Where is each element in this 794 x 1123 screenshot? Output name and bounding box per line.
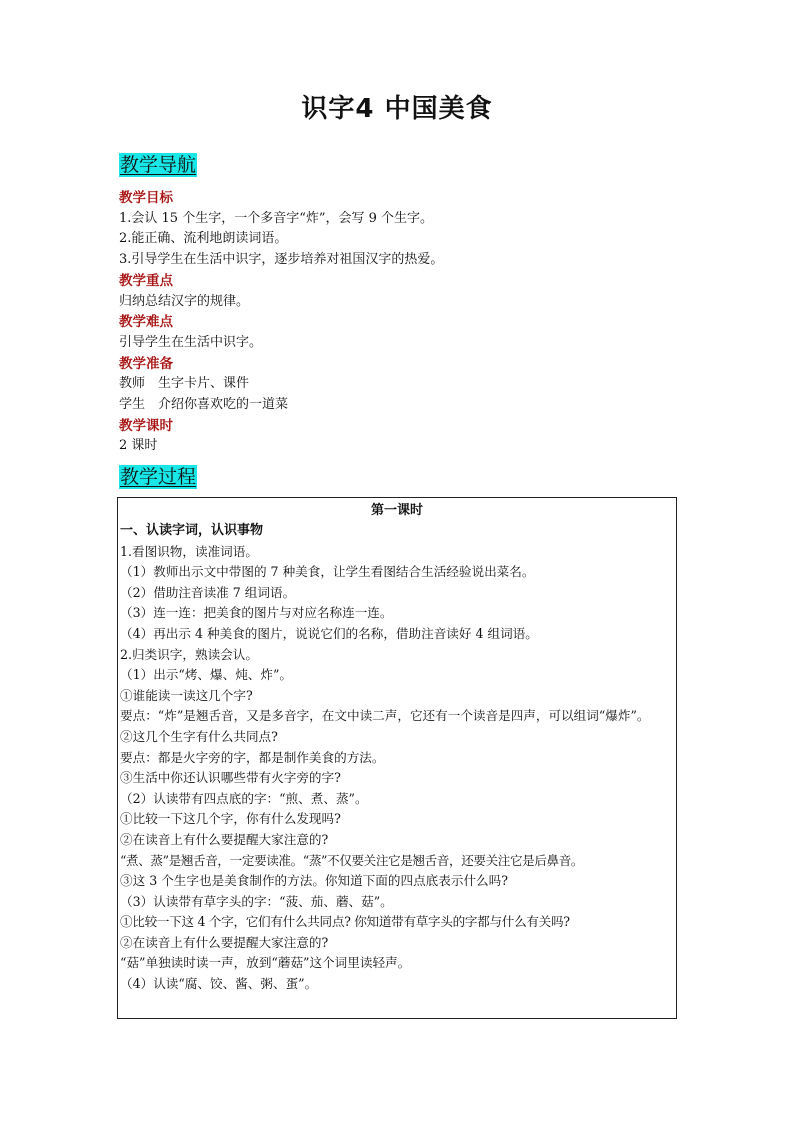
lesson-line: （3）认读带有草字头的字：“菠、茄、蘑、菇”。: [120, 893, 393, 909]
navigation-content: [119, 188, 679, 457]
objective-item: 3.引导学生在生活中识字，逐步培养对祖国汉字的热爱。: [119, 252, 444, 268]
lesson-table: [117, 497, 677, 1019]
preparation-teacher: 教师 生字卡片、课件: [119, 376, 250, 392]
lesson-line: ②在读音上有什么要提醒大家注意的?: [120, 831, 329, 847]
objectives-heading: 教学目标: [119, 190, 173, 206]
lesson-line: （2）借助注音读准 7 组词语。: [120, 584, 296, 600]
step-title: 一、认读字词，认识事物: [120, 523, 264, 538]
page-title: 识字4 中国美食: [301, 94, 493, 124]
objective-item: 2.能正确、流利地朗读词语。: [119, 231, 288, 247]
lesson-line: ①谁能读一读这几个字?: [120, 687, 253, 703]
preparation-student: 学生 介绍你喜欢吃的一道菜: [119, 397, 289, 413]
teaching-process-heading: 教学过程: [120, 466, 197, 488]
hours-heading: 教学课时: [119, 417, 173, 434]
lesson-line: （2）认读带有四点底的字：“煎、煮、蒸”。: [120, 790, 368, 806]
lesson-line: （4）再出示 4 种美食的图片，说说它们的名称，借助注音读好 4 组词语。: [120, 625, 538, 641]
lesson-line: （4）认读“腐、饺、酱、粥、蛋”。: [120, 976, 318, 992]
lesson-line: ③生活中你还认识哪些带有火字旁的字?: [120, 770, 341, 786]
lesson-line: （1）出示“烤、爆、炖、炸”。: [120, 667, 293, 683]
lesson-line: ①比较一下这几个字，你有什么发现吗?: [120, 811, 341, 827]
lesson-line: 要点：都是火字旁的字，都是制作美食的方法。: [120, 749, 385, 765]
difficulty-heading: 教学难点: [119, 314, 173, 331]
lesson-line: （3）连一连：把美食的图片与对应名称连一连。: [120, 605, 393, 621]
lesson-line: “菇”单独读时读一声，放到“蘑菇”这个词里读轻声。: [120, 955, 411, 971]
lesson-line: ③这 3 个生字也是美食制作的方法。你知道下面的四点底表示什么吗?: [120, 873, 508, 889]
key-point-text: 归纳总结汉字的规律。: [119, 293, 250, 309]
lesson-line: 2.归类识字，熟读会认。: [120, 646, 258, 662]
lesson-line: （1）教师出示文中带图的 7 种美食，让学生看图结合生活经验说出菜名。: [120, 564, 535, 580]
lesson-line: “煮、蒸”是翘舌音，一定要读准。“蒸”不仅要关注它是翘舌音，还要关注它是后鼻音。: [120, 852, 584, 868]
teaching-navigation-heading: 教学导航: [120, 154, 197, 176]
preparation-heading: 教学准备: [119, 355, 173, 372]
lesson-line: ②在读音上有什么要提醒大家注意的?: [120, 934, 329, 950]
lesson-line: ②这几个生字有什么共同点?: [120, 728, 278, 744]
objective-item: 1.会认 15 个生字，一个多音字“炸”，会写 9 个生字。: [119, 210, 434, 226]
lesson-line: ①比较一下这 4 个字，它们有什么共同点? 你知道带有草字头的字都与什么有关吗?: [120, 914, 570, 930]
difficulty-text: 引导学生在生活中识字。: [119, 334, 263, 350]
lesson-line: 要点：“炸”是翘舌音，又是多音字，在文中读二声，它还有一个读音是四声，可以组词“爆炸”。: [120, 708, 650, 724]
lesson-title: 第一课时: [370, 503, 423, 518]
key-point-heading: 教学重点: [119, 272, 173, 289]
hours-text: 2 课时: [119, 438, 158, 454]
lesson-line: 1.看图识物，读准词语。: [120, 543, 258, 559]
